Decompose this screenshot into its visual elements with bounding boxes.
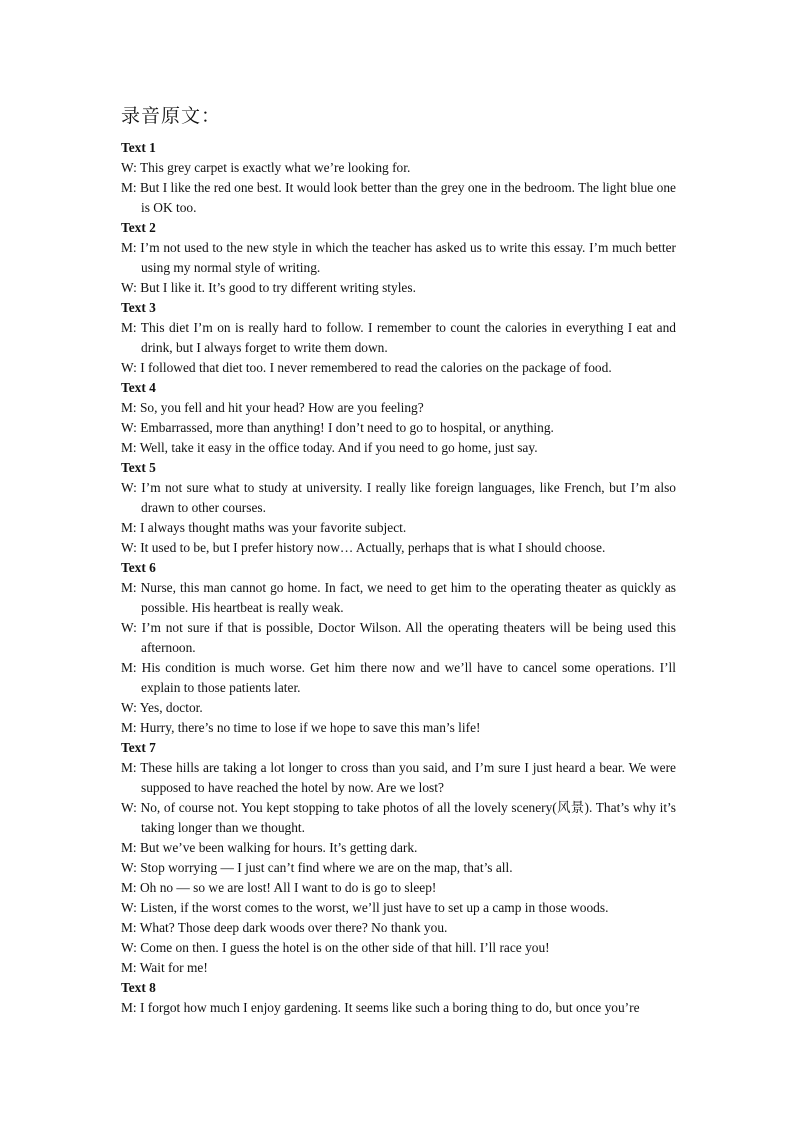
dialogue-line: W: Stop worrying — I just can’t find where we are on the map, that’s all. — [121, 860, 513, 875]
dialogue-line: M: I’m not used to the new style in which the teacher has asked us to write this essay. I’m much better using my normal style of writing. — [121, 240, 676, 275]
transcript-section — [121, 298, 676, 378]
dialogue-line: M: But we’ve been walking for hours. It’s getting dark. — [121, 840, 418, 855]
dialogue-line: M: But I like the red one best. It would look better than the grey one in the bedroom. The light blue one is OK too. — [121, 180, 676, 215]
dialogue-line: M: So, you fell and hit your head? How are you feeling? — [121, 400, 424, 415]
dialogue-line: W: I followed that diet too. I never remembered to read the calories on the package of food. — [121, 360, 612, 375]
dialogue-line: W: This grey carpet is exactly what we’re looking for. — [121, 160, 411, 175]
dialogue-line: W: But I like it. It’s good to try different writing styles. — [121, 280, 416, 295]
dialogue-line: M: Oh no — so we are lost! All I want to do is go to sleep! — [121, 880, 437, 895]
dialogue-line: W: I’m not sure what to study at university. I really like foreign languages, like French, but I’m also drawn to other courses. — [121, 480, 676, 515]
dialogue-line: M: I forgot how much I enjoy gardening. It seems like such a boring thing to do, but once you’re — [121, 1000, 640, 1015]
section-heading: Text 8 — [121, 980, 156, 995]
section-heading: Text 1 — [121, 140, 156, 155]
dialogue-line: W: Embarrassed, more than anything! I don’t need to go to hospital, or anything. — [121, 420, 554, 435]
dialogue-line: M: What? Those deep dark woods over there? No thank you. — [121, 920, 448, 935]
dialogue-line: M: I always thought maths was your favorite subject. — [121, 520, 407, 535]
dialogue-line: W: I’m not sure if that is possible, Doctor Wilson. All the operating theaters will be being used this afternoon. — [121, 620, 676, 655]
section-heading: Text 3 — [121, 300, 156, 315]
dialogue-line: W: Yes, doctor. — [121, 700, 203, 715]
transcript-body — [121, 138, 676, 1018]
section-heading: Text 2 — [121, 220, 156, 235]
dialogue-line: M: These hills are taking a lot longer to cross than you said, and I’m sure I just heard a bear. We were supposed to have reached the hotel by now. Are we lost? — [121, 760, 676, 795]
transcript-section — [121, 738, 676, 978]
dialogue-line: W: Come on then. I guess the hotel is on the other side of that hill. I’ll race you! — [121, 940, 550, 955]
section-heading: Text 4 — [121, 380, 156, 395]
transcript-section — [121, 978, 676, 1018]
dialogue-line: W: No, of course not. You kept stopping to take photos of all the lovely scenery(风景). That’s why it’s taking longer than we thought. — [121, 800, 676, 835]
dialogue-line: M: This diet I’m on is really hard to follow. I remember to count the calories in everything I eat and drink, but I always forget to write them down. — [121, 320, 676, 355]
dialogue-line: M: His condition is much worse. Get him there now and we’ll have to cancel some operations. I’ll explain to those patients later. — [121, 660, 676, 695]
transcript-section — [121, 138, 676, 218]
dialogue-line: W: Listen, if the worst comes to the worst, we’ll just have to set up a camp in those woods. — [121, 900, 609, 915]
section-heading: Text 5 — [121, 460, 156, 475]
page-title: 录音原文： — [121, 106, 222, 127]
transcript-section — [121, 378, 676, 458]
section-heading: Text 7 — [121, 740, 156, 755]
transcript-section — [121, 218, 676, 298]
dialogue-line: W: It used to be, but I prefer history now… Actually, perhaps that is what I should choose. — [121, 540, 606, 555]
dialogue-line: M: Hurry, there’s no time to lose if we hope to save this man’s life! — [121, 720, 481, 735]
transcript-section — [121, 558, 676, 738]
dialogue-line: M: Well, take it easy in the office today. And if you need to go home, just say. — [121, 440, 538, 455]
dialogue-line: M: Wait for me! — [121, 960, 208, 975]
transcript-section — [121, 458, 676, 558]
dialogue-line: M: Nurse, this man cannot go home. In fact, we need to get him to the operating theater as quickly as possible. His heartbeat is really weak. — [121, 580, 676, 615]
section-heading: Text 6 — [121, 560, 156, 575]
